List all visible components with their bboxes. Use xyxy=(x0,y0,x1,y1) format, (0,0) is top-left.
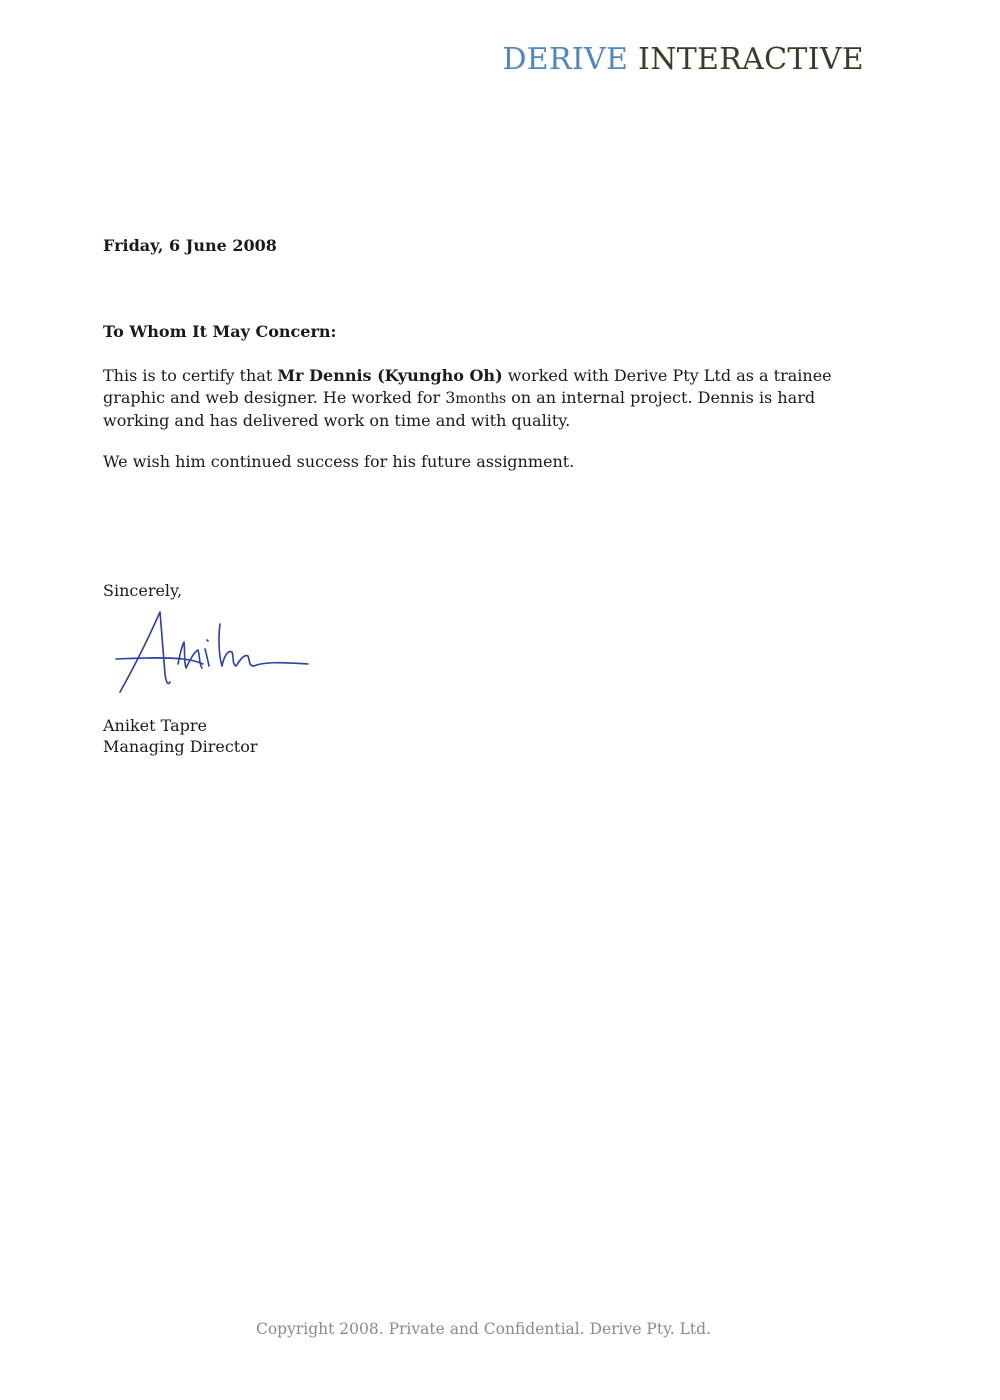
brand-name-interactive: INTERACTIVE xyxy=(638,42,864,77)
letter-closing: Sincerely, xyxy=(103,581,183,600)
duration-unit: months xyxy=(455,390,507,407)
paragraph-prefix: This is to certify that xyxy=(103,366,278,385)
certification-paragraph xyxy=(103,365,873,432)
paragraph-mid: worked with Derive Pty Ltd as a trainee graphic and web designer. He worked for 3 xyxy=(103,366,832,407)
wishes-paragraph: We wish him continued success for his future assignment. xyxy=(103,452,575,471)
employee-name: Mr Dennis (Kyungho Oh) xyxy=(277,366,503,385)
brand-name-derive: DERIVE xyxy=(502,42,629,77)
page-footer xyxy=(0,1320,1000,1338)
letterhead-logo xyxy=(502,42,864,77)
letter-salutation: To Whom It May Concern: xyxy=(103,322,337,341)
signer-title: Managing Director xyxy=(103,737,258,756)
letter-date: Friday, 6 June 2008 xyxy=(103,236,277,255)
copyright-notice: Copyright 2008. Private and Confidential. Derive Pty. Ltd. xyxy=(255,1320,712,1338)
paragraph-suffix: on an internal project. Dennis is hard working and has delivered work on time and with quality. xyxy=(103,387,816,430)
signer-name: Aniket Tapre xyxy=(103,716,207,735)
letter-body xyxy=(103,365,873,432)
handwritten-signature xyxy=(108,604,318,699)
